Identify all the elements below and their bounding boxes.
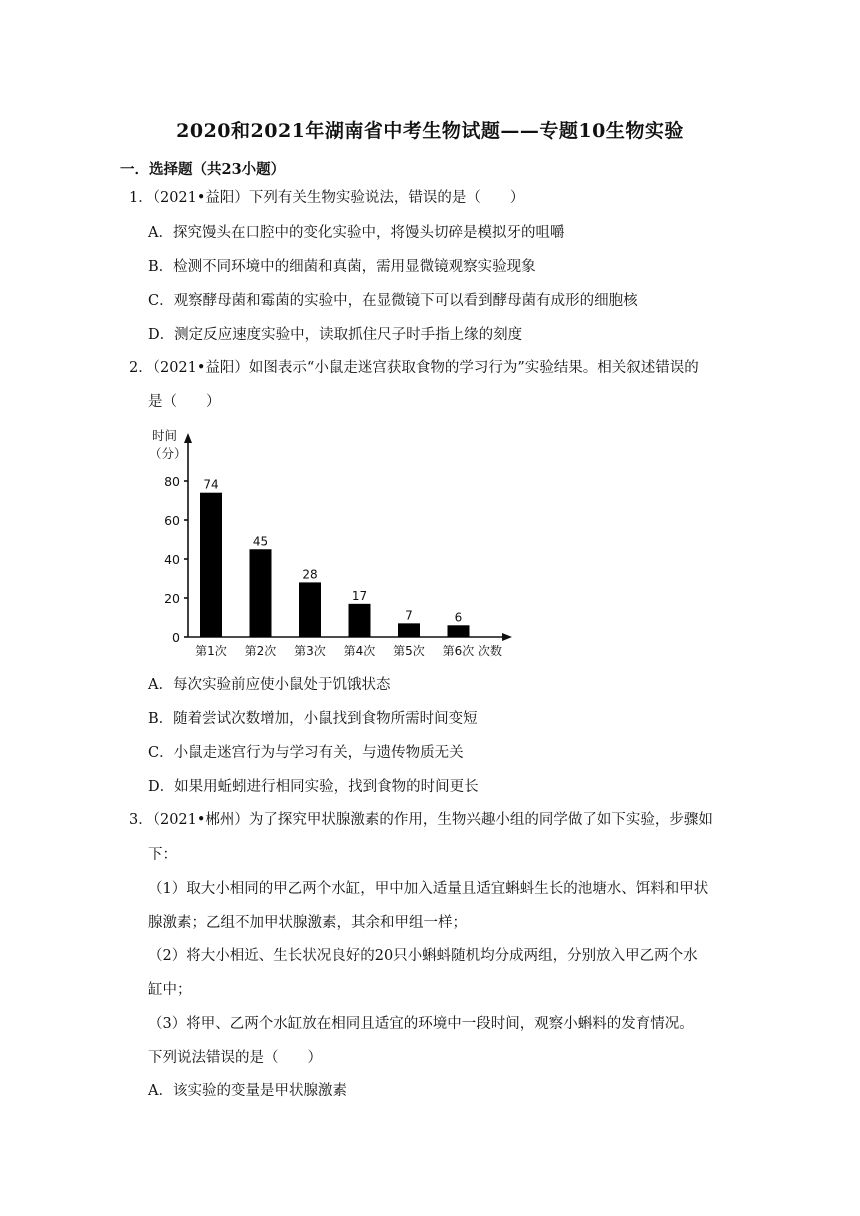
question-2-stem-continued: 是（ ） [148,394,221,410]
y-tick-label: 40 [164,552,180,567]
bar-value-label: 17 [351,588,368,603]
bar-value-label: 7 [405,608,413,623]
y-axis-arrow [184,433,192,443]
y-axis-label-line2: （分） [149,446,187,461]
question-3-stem: 3．（2021•郴州）为了探究甲状腺激素的作用，生物兴趣小组的同学做了如下实验，步骤如 [129,812,713,828]
question-1-option-d: D．测定反应速度实验中，读取抓住尺子时手指上缘的刻度 [148,327,523,343]
bar-6 [448,625,470,637]
question-3-step-2: （2）将大小相近、生长状况良好的20只小蝌蚪随机均分成两组，分别放入甲乙两个水 [148,948,698,964]
bar-5 [398,623,420,637]
question-1-stem: 1．（2021•益阳）下列有关生物实验说法，错误的是（ ） [129,190,525,206]
question-2-option-c: C．小鼠走迷宫行为与学习有关，与遗传物质无关 [148,745,464,761]
bar-value-label: 6 [454,610,463,625]
bar-4 [349,604,371,637]
question-2-option-a: A．每次实验前应使小鼠处于饥饿状态 [148,677,391,693]
page-title: 2020和2021年湖南省中考生物试题——专题10生物实验 [176,120,684,142]
question-3-step-2-continued: 缸中； [148,982,192,998]
x-tick-label: 第3次 [294,644,326,658]
bar-value-label: 74 [203,477,219,492]
question-2-option-b: B．随着尝试次数增加，小鼠找到食物所需时间变短 [148,711,478,727]
y-tick-label: 20 [164,591,180,606]
bar-chart [148,425,528,665]
x-axis-label: 次数 [478,644,503,658]
question-3-prompt: 下列说法错误的是（ ） [148,1050,322,1066]
question-2-stem: 2．（2021•益阳）如图表示“小鼠走迷宫获取食物的学习行为”实验结果。相关叙述错误的 [129,360,699,376]
question-1-option-b: B．检测不同环境中的细菌和真菌，需用显微镜观察实验现象 [148,259,536,275]
question-3-stem-continued: 下： [148,847,177,863]
question-3-step-3: （3）将甲、乙两个水缸放在相同且适宜的环境中一段时间，观察小蝌料的发育情况。 [148,1016,694,1032]
question-3-step-1-continued: 腺激素；乙组不加甲状腺激素，其余和甲组一样； [148,915,467,931]
question-1-option-a: A．探究馒头在口腔中的变化实验中，将馒头切碎是模拟牙的咀嚼 [148,225,565,241]
question-1-option-c: C．观察酵母菌和霉菌的实验中，在显微镜下可以看到酵母菌有成形的细胞核 [148,293,638,309]
bar-value-label: 28 [302,567,318,582]
bar-value-label: 45 [252,534,269,549]
x-tick-label: 第1次 [195,644,227,658]
question-3-step-1: （1）取大小相同的甲乙两个水缸，甲中加入适量且适宜蝌蚪生长的池塘水、饵料和甲状 [148,881,709,897]
section-heading: 一．选择题（共23小题） [120,161,286,178]
y-tick-label: 0 [172,630,180,645]
x-tick-label: 第6次 [442,644,475,658]
x-tick-label: 第2次 [244,644,277,658]
x-tick-label: 第5次 [393,644,425,658]
x-tick-label: 第4次 [343,644,376,658]
bar-chart-svg [148,425,528,665]
bar-2 [250,549,272,637]
y-tick-label: 80 [164,474,180,489]
question-3-option-a: A．该实验的变量是甲状腺激素 [148,1083,347,1099]
bar-3 [299,582,321,637]
question-2-option-d: D．如果用蚯蚓进行相同实验，找到食物的时间更长 [148,779,479,795]
y-tick-label: 60 [164,513,180,528]
bar-1 [200,493,222,637]
x-axis-arrow [502,633,512,641]
y-axis-label-line1: 时间 [152,428,178,443]
